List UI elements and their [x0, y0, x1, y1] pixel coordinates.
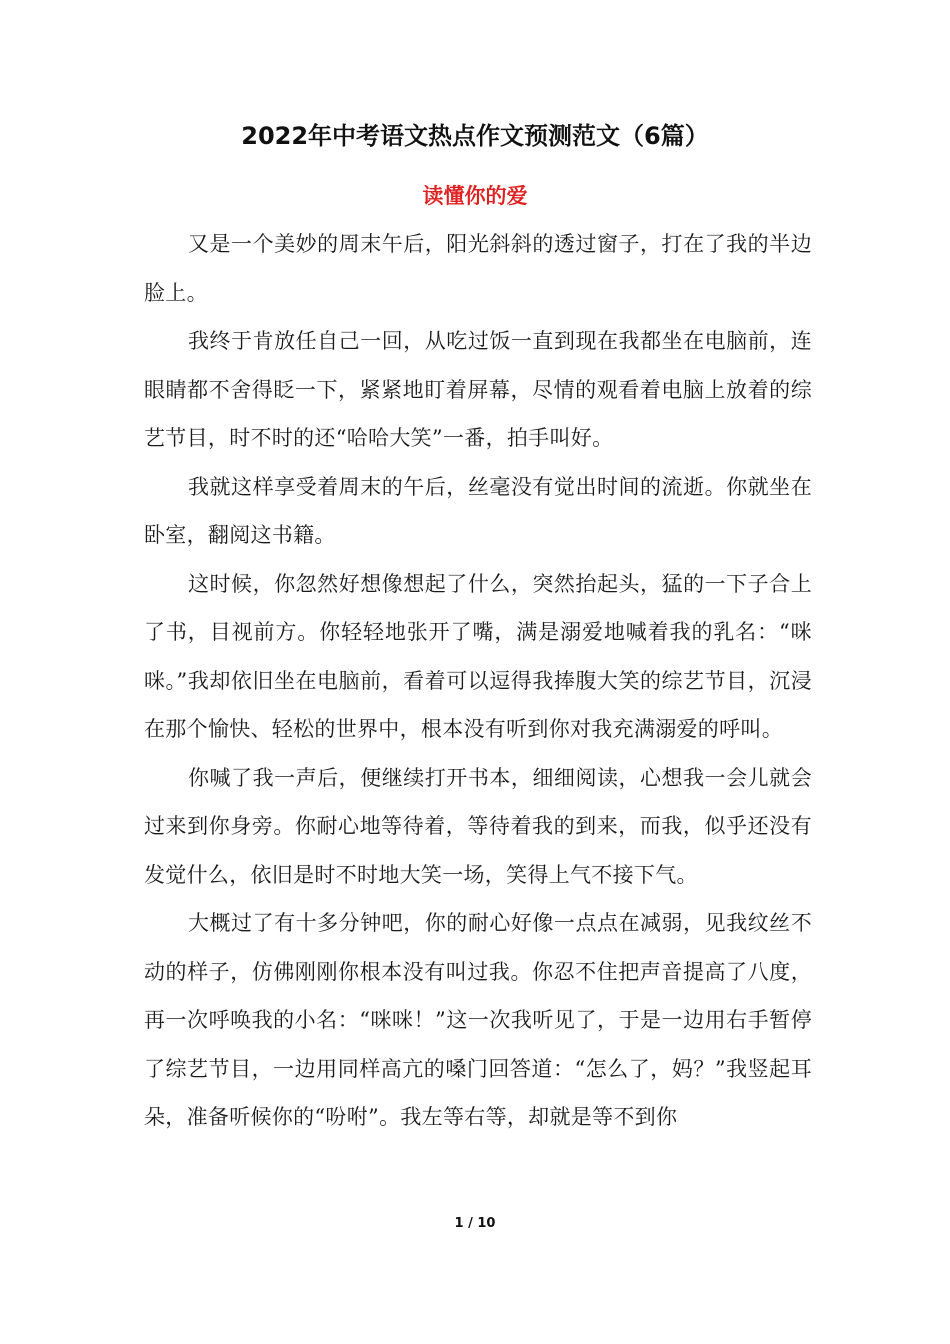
current-page-number: 1 — [454, 1216, 464, 1231]
document-title: 2022年中考语文热点作文预测范文（6篇） — [241, 122, 709, 150]
total-pages-number: 10 — [477, 1216, 496, 1231]
paragraph: 又是一个美妙的周末午后，阳光斜斜的透过窗子，打在了我的半边脸上。 — [144, 232, 812, 305]
essay-body — [144, 220, 812, 1142]
page-separator: / — [463, 1216, 478, 1231]
paragraph: 我终于肯放任自己一回，从吃过饭一直到现在我都坐在电脑前，连眼睛都不舍得眨一下，紧紧地盯着屏幕，尽情的观看着电脑上放着的综艺节目，时不时的还“哈哈大笑”一番，拍手叫好。 — [144, 329, 812, 450]
page-number — [0, 1214, 950, 1234]
paragraph: 我就这样享受着周末的午后，丝毫没有觉出时间的流逝。你就坐在卧室，翻阅这书籍。 — [144, 474, 812, 547]
essay-title: 读懂你的爱 — [422, 184, 528, 208]
paragraph: 你喊了我一声后，便继续打开书本，细细阅读，心想我一会儿就会过来到你身旁。你耐心地等待着，等待着我的到来，而我，似乎还没有发觉什么，依旧是时不时地大笑一场，笑得上气不接下气。 — [144, 765, 812, 887]
paragraph: 大概过了有十多分钟吧，你的耐心好像一点点在减弱，见我纹丝不动的样子，仿佛刚刚你根本没有叫过我。你忍不住把声音提高了八度，再一次呼唤我的小名：“咪咪！”这一次我听见了，于是一边用右手暂停了综艺节目，一边用同样高亢的嗓门回答道：“怎么了，妈？”我竖起耳朵，准备听候你的“吩咐”。我左等右等，却就是等不到你 — [144, 911, 812, 1129]
paragraph: 这时候，你忽然好想像想起了什么，突然抬起头，猛的一下子合上了书，目视前方。你轻轻地张开了嘴，满是溺爱地喊着我的乳名：“咪咪。”我却依旧坐在电脑前，看着可以逗得我捧腹大笑的综艺节目，沉浸在那个愉快、轻松的世界中，根本没有听到你对我充满溺爱的呼叫。 — [144, 571, 812, 741]
